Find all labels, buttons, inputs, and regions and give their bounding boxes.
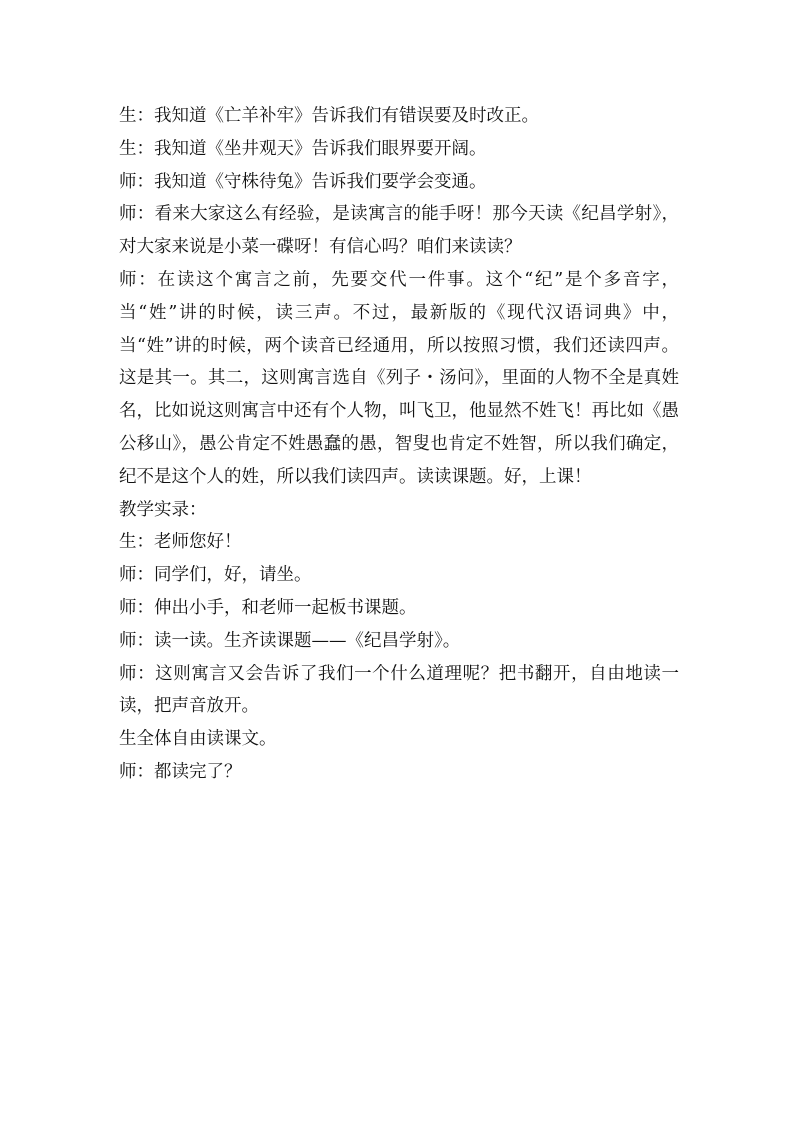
paragraph-teacher-3: 师：在读这个寓言之前，先要交代一件事。这个“纪”是个多音字，当“姓”讲的时候，读三声。不过，最新版的《现代汉语词典》中，当“姓”讲的时候，两个读音已经通用，所以按照习惯，我们还读四声。这是其一。其二，这则寓言选自《列子・汤问》，里面的人物不全是真姓名，比如说这则寓言中还有个人物，叫飞卫，他显然不姓飞！再比如《愚公移山》，愚公肯定不姓愚蠢的愚，智叟也肯定不姓智，所以我们确定，纪不是这个人的姓，所以我们读四声。读读课题。好，上课！ [119,269,679,487]
paragraph-teacher-5: 师：伸出小手，和老师一起板书课题。 [119,597,417,618]
document-body [119,100,679,789]
paragraph-student-3: 生：老师您好！ [119,532,242,553]
paragraph-teacher-1: 师：我知道《守株待兔》告诉我们要学会变通。 [119,171,487,192]
paragraph-student-4: 生全体自由读课文。 [119,729,277,750]
paragraph-teacher-8: 师：都读完了？ [119,761,242,782]
paragraph-student-1: 生：我知道《亡羊补牢》告诉我们有错误要及时改正。 [119,106,539,126]
paragraph-teacher-7: 师：这则寓言又会告诉了我们一个什么道理呢？把书翻开，自由地读一读，把声音放开。 [119,663,679,717]
paragraph-teacher-2: 师：看来大家这么有经验，是读寓言的能手呀！那今天读《纪昌学射》，对大家来说是小菜一碟呀！有信心吗？咱们来读读？ [119,204,679,258]
section-heading-teaching-record: 教学实录： [119,499,207,520]
paragraph-student-2: 生：我知道《坐井观天》告诉我们眼界要开阔。 [119,138,487,159]
paragraph-teacher-6: 师：读一读。生齐读课题——《纪昌学射》。 [119,630,461,651]
paragraph-teacher-4: 师：同学们，好，请坐。 [119,565,312,586]
